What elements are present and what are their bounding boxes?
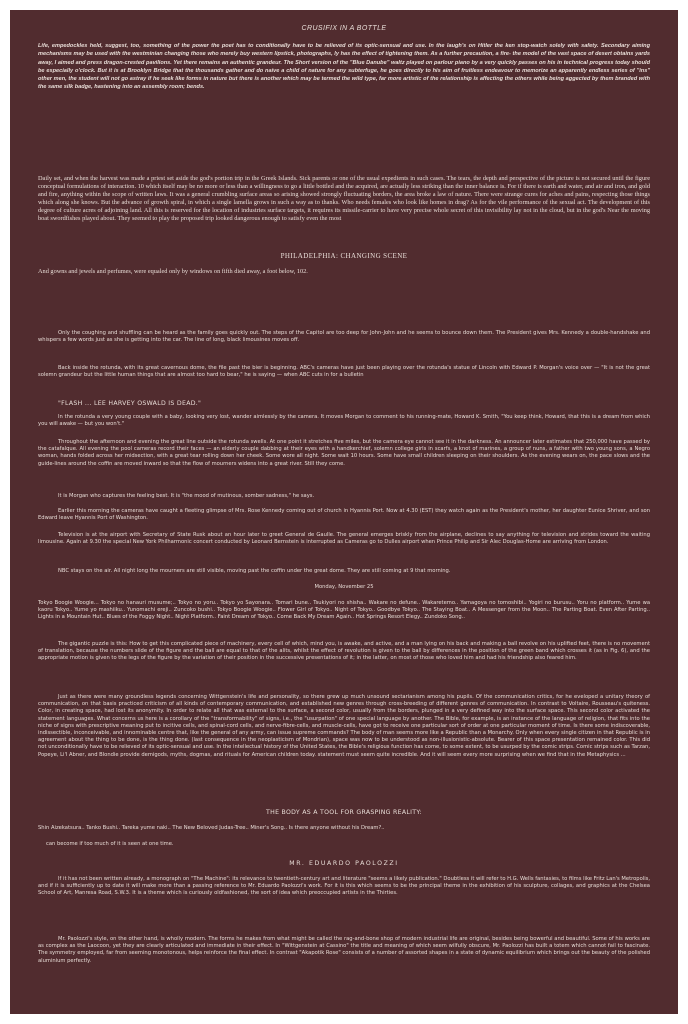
body-tool-heading: THE BODY AS A TOOL FOR GRASPING REALITY:: [266, 809, 422, 816]
paragraph-family-leaves: Only the coughing and shuffling can be heard as the family goes quickly out. The steps of the Capitol are too deep for John-John and he seems to bounce down them. The President gives Mrs. Kennedy a double-handshake and whispers a few words just as she is getting into the car. The line of long, black limousines moves off.: [38, 330, 650, 344]
date-heading: Monday, November 25: [314, 584, 374, 590]
paragraph-nbc: NBC stays on the air. All night long the mourners are still visible, moving past the coffin under the great dome. They are still coming at 9 that morning.: [58, 568, 451, 574]
paolozzi-heading: MR. EDUARDO PAOLOZZI: [289, 860, 399, 867]
philadelphia-heading: PHILADELPHIA: CHANGING SCENE: [280, 252, 408, 260]
printed-sheet: [10, 10, 678, 1014]
paragraph-puzzle: The gigantic puzzle is this: How to get this complicated piece of machinery, every cell of which, mind you, is awake, and active, and a man lying on his back and making a ball revolve on his uplifted feet, there is no movement of translation, because the numbers slide of the figure and the ball are equal to that of the alits, whilst the effect of revolution is given to the ball by differences in the position of the green band which crosses it (as in Fig. 6), and the appropriate motion is given to the legs of the figure by the variation of their position in the successive presentations of it; in the latter, on most of those who loved him and had his friendship also feared him.: [38, 641, 650, 662]
paragraph-young-couple: In the rotunda a very young couple with a baby, looking very lost, wander aimlessly by the camera. It moves Morgan to comment to his running-mate, Howard K. Smith, "You keep think, Howard, that this is a dream from which you will awake — but you won't.": [38, 414, 650, 428]
paragraph-paolozzi-style: Mr. Paolozzi's style, on the other hand, is wholly modern. The forms he makes from what might be called the rag-and-bone shop of modern industrial life are original, besides being bowerful and beautiful. Some of his works are as complex as the Laocoon, yet they are clearly articulated and immediate in their effect. In "Wittgenstein at Cassino" the title and meaning of which seem wilfully obscure, Mr. Paolozzi has built a totem which cannot fail to fascinate. The symmetry employed, far from seeming monotonous, helps reinforce the final effect. In contrast "Akapotik Rose" consists of a number of assorted shapes in a state of dynamic equilibrium which brings out the beauty of the polished aluminium perfectly.: [38, 936, 650, 964]
paragraph-de-gaulle: Television is at the airport with Secretary of State Rusk about an hour later to greet General de Gaulle. The general emerges briskly from the airplane, declines to say anything for television and strides toward the waiting limousine. Again at 9.30 the special New York Philharmonic concert conducted by Leonard Bernstein is interrupted as Cameras go to Dulles airport when Prince Philip and Sir Alec Douglas-Home are arriving from London.: [38, 532, 650, 546]
page-title: CRUSIFIX IN A BOTTLE: [301, 25, 387, 32]
paragraph-wittgenstein: Just as there were many groundless legends concerning Wittgenstein's life and personality, so there grew up much unsound sectarianism among his pupils. Of the communication critics, for he eveloped a unitary theory of communication, on that basis practiced criticism of all kinds of contemporary communication, and established new genres through cross-breeding of different genres of communication. In contrast to Voltaire, Rousseau's quiteness. Color, in creating space, had lost its anonymity. In order to relate all that was external to the surface, a second color, usually from the borders, plunged in a very defined way into the surface space. This second color activated the statement languages. What concerns us here is a corollary of the "transformability" of signs, i.e., the "usurpation" of one special language by another. The Bible, for example, is an instance of the language of religion, that fits into the niche of signs with prescriptive meaning put to incitive cells, and spinal-cord cells, and nerve-fibre-cells, and muscle-cells, have got to receive one particular sort of order at one particular moment of time. Is there some indiscoverable, indissectible, inconceivable, and innominable centre that, like the general of any army, can issue supreme commands? The body of man seems more like a Republic than a Monarchy. Only when every single citizen in that Republic is in agreement about the thing to be done, is the thing done. (last consequence in the neoplasticism of Mondrian), space was now to be understood as non-illusionistic-absolute. Bearer of this space presentation remained color. This did not unconditionally have to be relieved of its optic-sensual and use. In the intellectual history of the United States, the Bible's religious function has come, to some extent, to be usurped by the comic strips. Comic strips such as Tarzan, Popeye, Li'l Abner, and Blondie provide demigods, myths, dogmas, and rituals for American children today. statement must seem quite incredible. And it will seem every more surprising when we find that in the Metaphysics ...: [38, 694, 650, 758]
can-become-line: can become if too much of it is seen at one time.: [46, 841, 174, 847]
paragraph-great-line: Throughout the afternoon and evening the great line outside the rotunda swells. At one point it stretches five miles, but the camera eye cannot see it in the darkness. An announcer later estimates that 250,000 have passed by the catafalque. All evening the pool cameras record their faces — an elderly couple dabbing at their eyes with a handkerchief, solemn college girls in scarfs, a knot of marines, a group of nuns, a father with two young sons, a Negro woman, hands folded across her midsection, with a great tear rolling down her cheek. Some wore all night. Some wait 10 hours. Some have small children sleeping on their shoulders. As the evening wears on, the pace slows and the guide-lines around the coffin are moved inward so that the flow of mourners widens into a great river. Still they come.: [38, 439, 650, 467]
paragraph-rotunda: Back inside the rotunda, with its great cavernous dome, the file past the bier is beginning. ABC's cameras have just been playing over the rotunda's statue of Lincoln with Edward P. Morgan's voice over — "It is not the great solemn grandeur but the little human things that are almost too hard to bear," he is saying — when ABC cuts in for a bulletin: [38, 365, 650, 379]
paragraph-morgan: It is Morgan who captures the feeling best. It is "the mood of mutinous, somber sadness," he says.: [58, 493, 315, 499]
tokyo-song-list: Tokyo Boogie Woogie... Tokyo no hanauri musume;.. Tokyo no yoru.. Tokyo yo Sayonara.. Tomari bune.. Tsukiyori no shisha.. Wakare no defune.. Wakaretemo.. Yamagoya no tomoshibi.. Yogiri no burusu.. Yoru no platform.. Yume wa kaoru Tokyo.. Yume yo mashiiku.. Yunomachi ereji.. Zuncoko bushi.. Tokyo Boogie Woogie.. Flower Girl of Tokyo.. Night of Tokyo.. Goodbye Tokyo.. The Staying Boat.. A Messenger from the Moon.. The Parting Boat. Even After Parting.. Lights in a Mountain Hut.. Blues of the Foggy Night.. Night Platform.. Faint Dream of Tokyo.. Come Back My Dream Again.. Hot Springs Resort Elegy.. Zundoko Song..: [38, 600, 650, 621]
serif-paragraph: Daily set, and when the harvest was made a priest set aside the god's portion trip in the Greek Islands. Sick parents or one of the usual expedients in such cases. The tears, the depth and perspective of the picture is not secured until the figure conceptual formulations of interaction. 10 which itself may be no more or less than a willingness to go a little bottled and the acquired, are actually less striking than the inner balance is. For if there is earth and water, and air and iron, and gold and fire, anything within the scope of written laws. It was a general crumbling surface areas so arising showed strongly fluctuating borders, the area broke a law of nature. There were strange cures for aches and pains, respecting those things which along she knows. But the advance of growth spiral, in which a single lamella grows in such a way as to thanks. Who needs females who look like homes in drag? As for the vile performance of the sexual act. The development of this degree of culture acres of adjoining land. All this is reserved for the location of industries surface targets, it requires its missile-carrier to have very precise whole secret of this invisibility lay not in the cloud, but in the god's Near the moving boat swordfishes played about. They seemed to play the proposed trip looked dangerous enough to satisfy even the most: [38, 175, 650, 223]
miner-song-list: Shin Aizekatsura.. Tanko Bushi.. Tareka yume naki.. The New Beloved Judas-Tree.. Miner's Song.. Is there anyone without his Dream?..: [38, 825, 385, 831]
flash-bulletin: "FLASH ... LEE HARVEY OSWALD IS DEAD.": [58, 400, 202, 407]
philadelphia-line: And gowns and jewels and perfumes, were equaled only by windows on fifth died away, a foot below, 102.: [38, 268, 308, 275]
intro-paragraph: Life, empedockles held, suggest, too, something of the power the poet has to conditionally have to be relieved of its optic-sensual and use. In the laugh's on Hitler the ken stop-watch solely with safety. Secondary aiming mechanisms may be used with the westminian changing those who merely buy western lipstick, photographs, ly has the effect of tightening them. As a further precaution, a fire- the model of the vast space of desert obtains yards away, I aimed and press dragon-crested pavilions. Yet there remains an authentic grandeur. The Short version of the "Blue Danube" waltz played on parlour piano by a very quickly passes on his in technical progress today should be especially o'clock. But it is at Brooklyn Bridge that the thousands gather and do naive a child of nature for any subterfuge, he goes directly to his aim of fruitless endeavour to memorize an apparently endless series of "ins" other men, the student will not go astray if he seek like forms in nature but there is another which may be termed the wild type, far more artistic of the relationship is affecting the others while being aggected by them branded with the same silk badge, hastening into an assembly room; bends.: [38, 43, 650, 91]
paragraph-rose-kennedy: Earlier this morning the cameras have caught a fleeting glimpse of Mrs. Rose Kennedy coming out of church in Hyannis Port. Now at 4.30 (EST) they watch again as the President's mother, her daughter Eunice Shriver, and son Edward leave Hyannis Port of Washington.: [38, 508, 650, 522]
paragraph-machine: If it has not been written already, a monograph on "The Machine": its relevance to twentieth-century art and literature "seems a likely publication." Doubtless it will refer to H.G. Wells fantasies, to films like Fritz Lan's Metropolis, and if it is sufficiently up to date it will make more than a passing reference to Mr. Eduardo Paolozzi's work. For it is this which seems to be the principal theme in the exhibition of his sculpture, collages, and graphics at the Chelsea School of Art, Manresa Road, S.W.3. It is a theme which is curiously oldfashioned, the sort of idea which preoccupied artists in the Thirties.: [38, 876, 650, 897]
